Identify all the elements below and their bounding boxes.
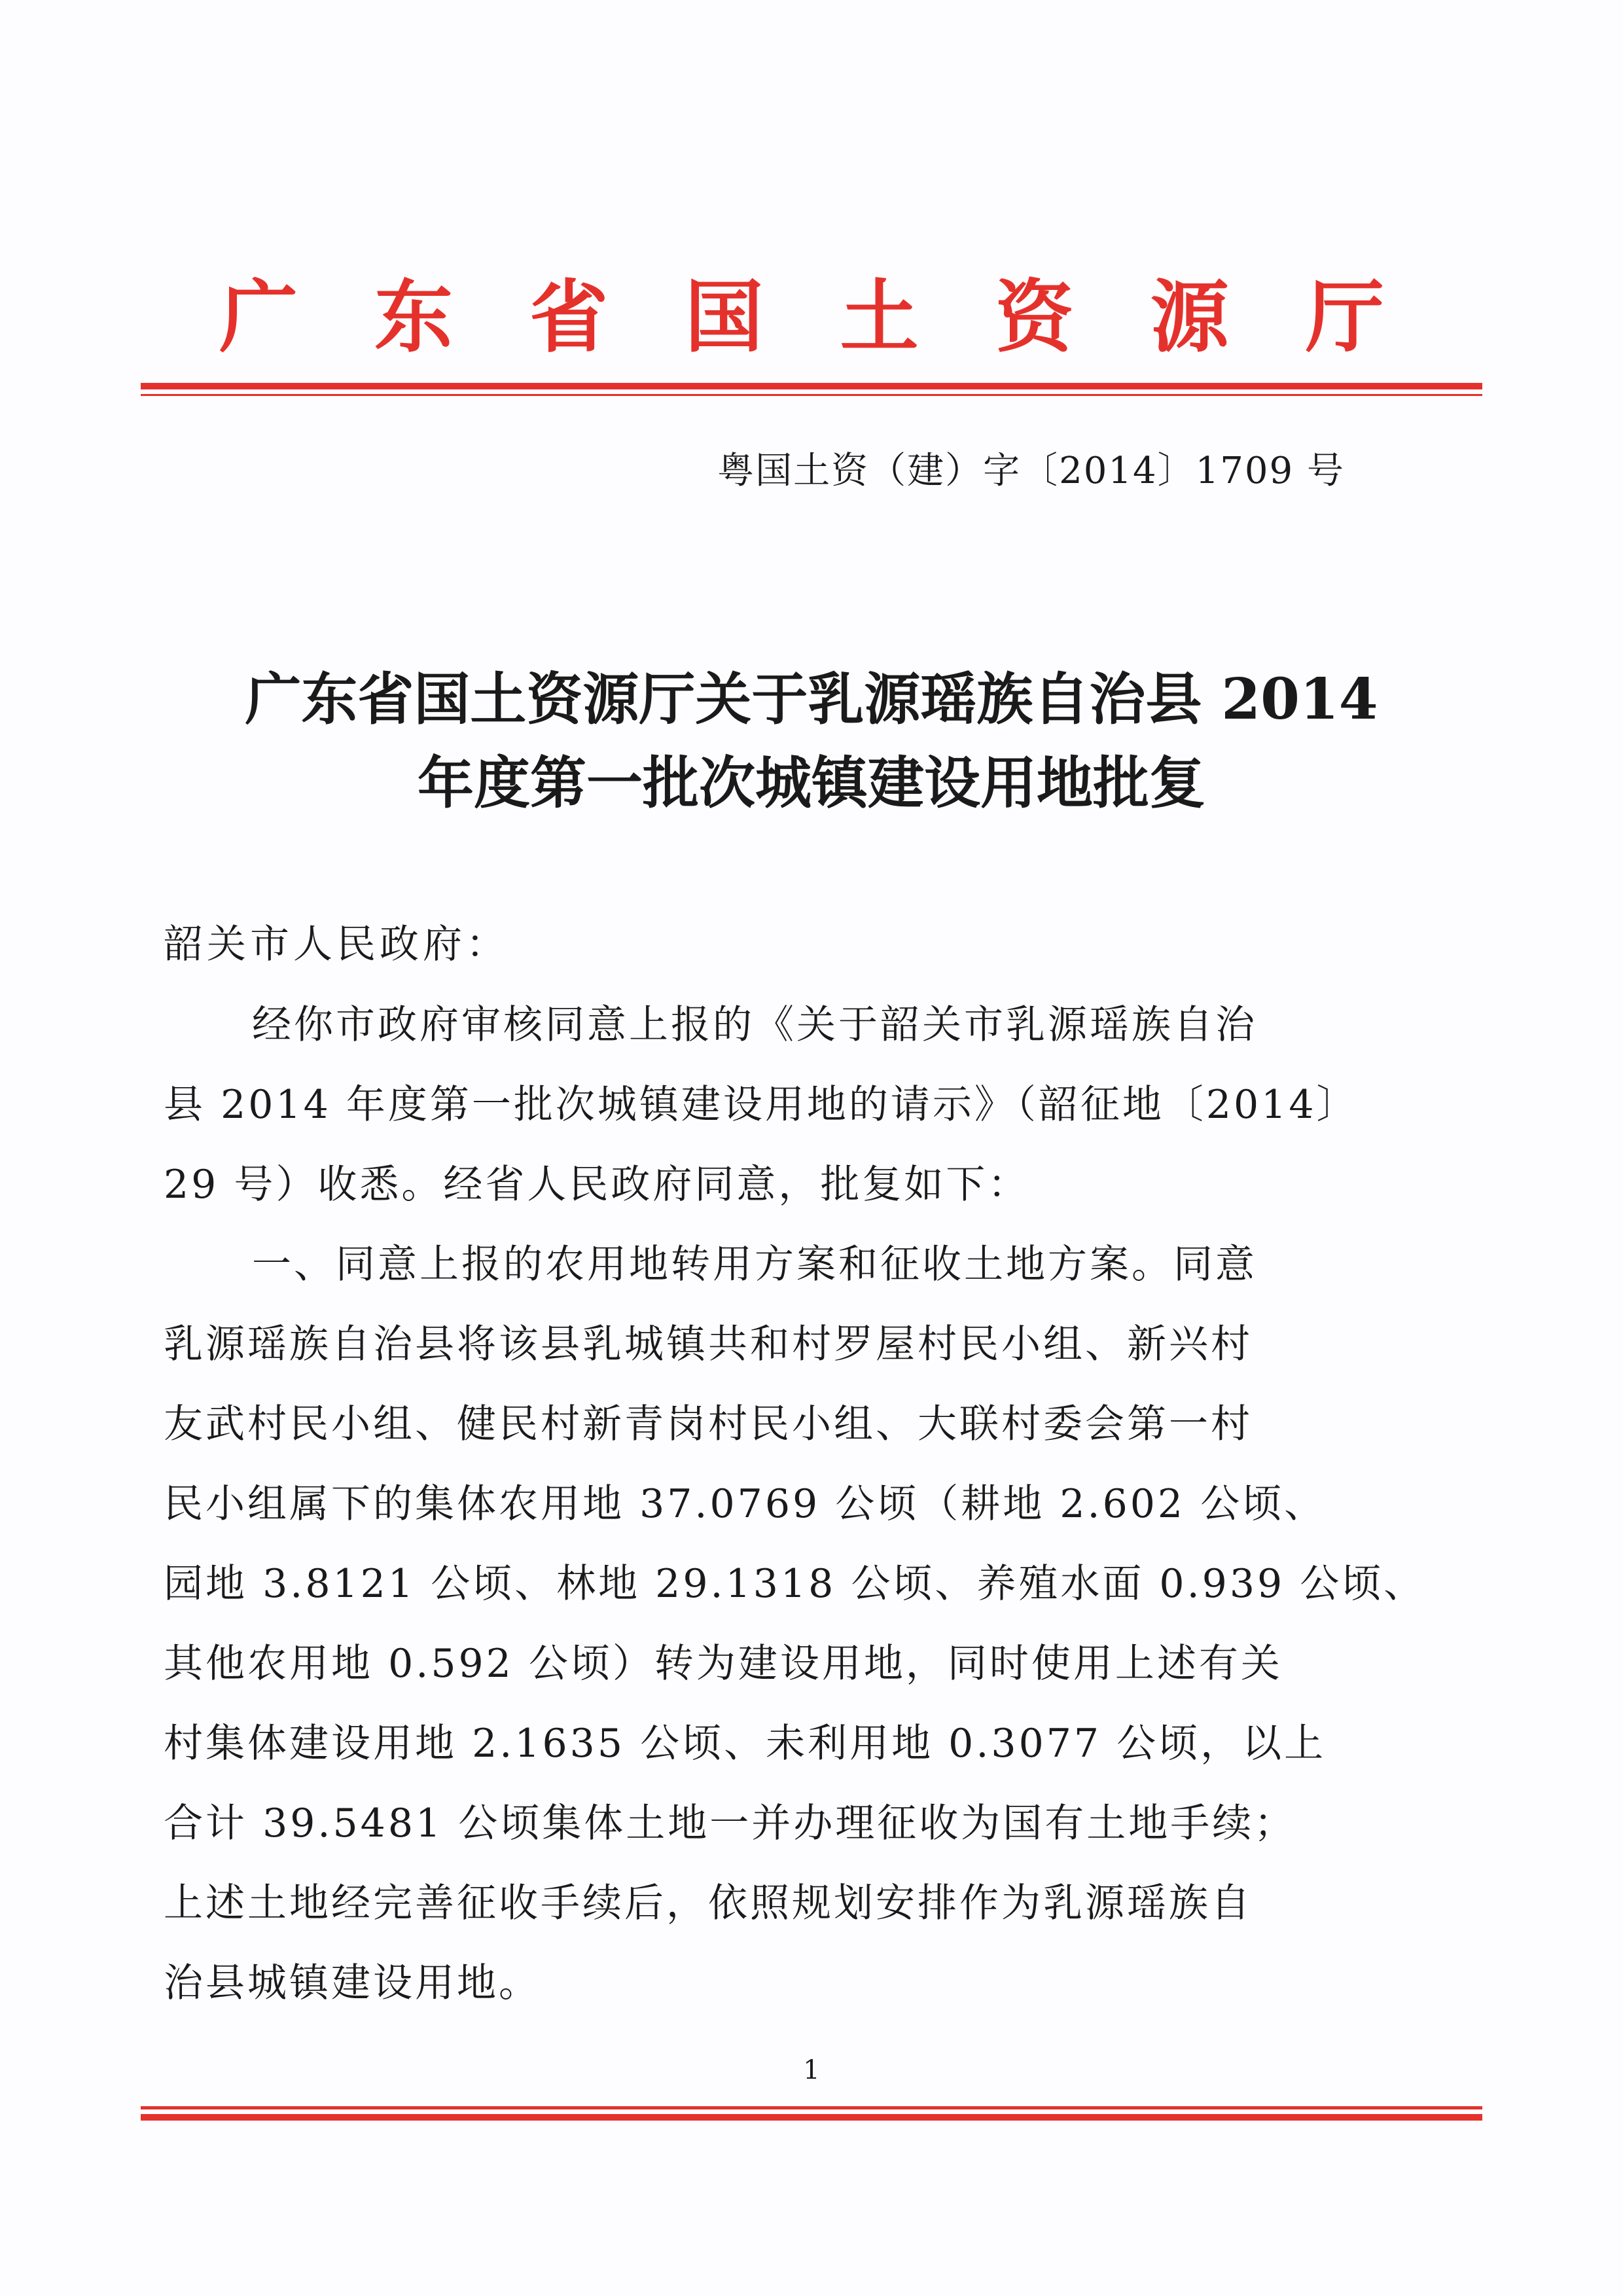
body-line: 合计 39.5481 公顷集体土地一并办理征收为国有土地手续； <box>164 1801 1296 1846</box>
footer-divider <box>141 2114 1482 2121</box>
document-number: 粤国土资（建）字〔2014〕1709 号 <box>717 450 1345 492</box>
body-line: 园地 3.8121 公顷、林地 29.1318 公顷、养殖水面 0.939 公顷、 <box>164 1561 1426 1607</box>
addressee: 韶关市人民政府： <box>164 922 509 967</box>
body-line: 经你市政府审核同意上报的《关于韶关市乳源瑶族自治 <box>252 1002 1257 1048</box>
issuer-char: 厅 <box>1305 271 1384 363</box>
issuer-char: 广 <box>219 271 298 363</box>
body-line: 上述土地经完善征收手续后，依照规划安排作为乳源瑶族自 <box>164 1880 1253 1926</box>
body-line: 友武村民小组、健民村新青岗村民小组、大联村委会第一村 <box>164 1401 1253 1447</box>
issuer-char: 东 <box>374 271 454 363</box>
issuer-header <box>141 259 1482 363</box>
body-line: 乳源瑶族自治县将该县乳城镇共和村罗屋村民小组、新兴村 <box>164 1321 1253 1367</box>
body-line: 29 号）收悉。经省人民政府同意，批复如下： <box>164 1162 1030 1208</box>
header-divider-thin <box>141 394 1482 396</box>
title-line-1: 广东省国土资源厅关于乳源瑶族自治县 2014 <box>245 666 1378 732</box>
issuer-char: 省 <box>529 271 609 363</box>
body-line: 其他农用地 0.592 公顷）转为建设用地，同时使用上述有关 <box>164 1641 1283 1687</box>
issuer-char: 国 <box>685 271 764 363</box>
body-line: 治县城镇建设用地。 <box>164 1960 541 2006</box>
issuer-char: 资 <box>995 271 1074 363</box>
body-line: 一、同意上报的农用地转用方案和征收土地方案。同意 <box>252 1242 1257 1287</box>
footer-divider-thin <box>141 2106 1482 2109</box>
title-line-2: 年度第一批次城镇建设用地批复 <box>418 750 1205 816</box>
body-line: 民小组属下的集体农用地 37.0769 公顷（耕地 2.602 公顷、 <box>164 1481 1327 1527</box>
header-divider <box>141 383 1482 389</box>
document-title <box>141 658 1482 825</box>
issuer-char: 土 <box>840 271 919 363</box>
page-number: 1 <box>803 2055 820 2085</box>
issuer-char: 源 <box>1150 271 1229 363</box>
body-line: 村集体建设用地 2.1635 公顷、未利用地 0.3077 公顷，以上 <box>164 1721 1327 1767</box>
body-line: 县 2014 年度第一批次城镇建设用地的请示》（韶征地〔2014〕 <box>164 1082 1359 1128</box>
